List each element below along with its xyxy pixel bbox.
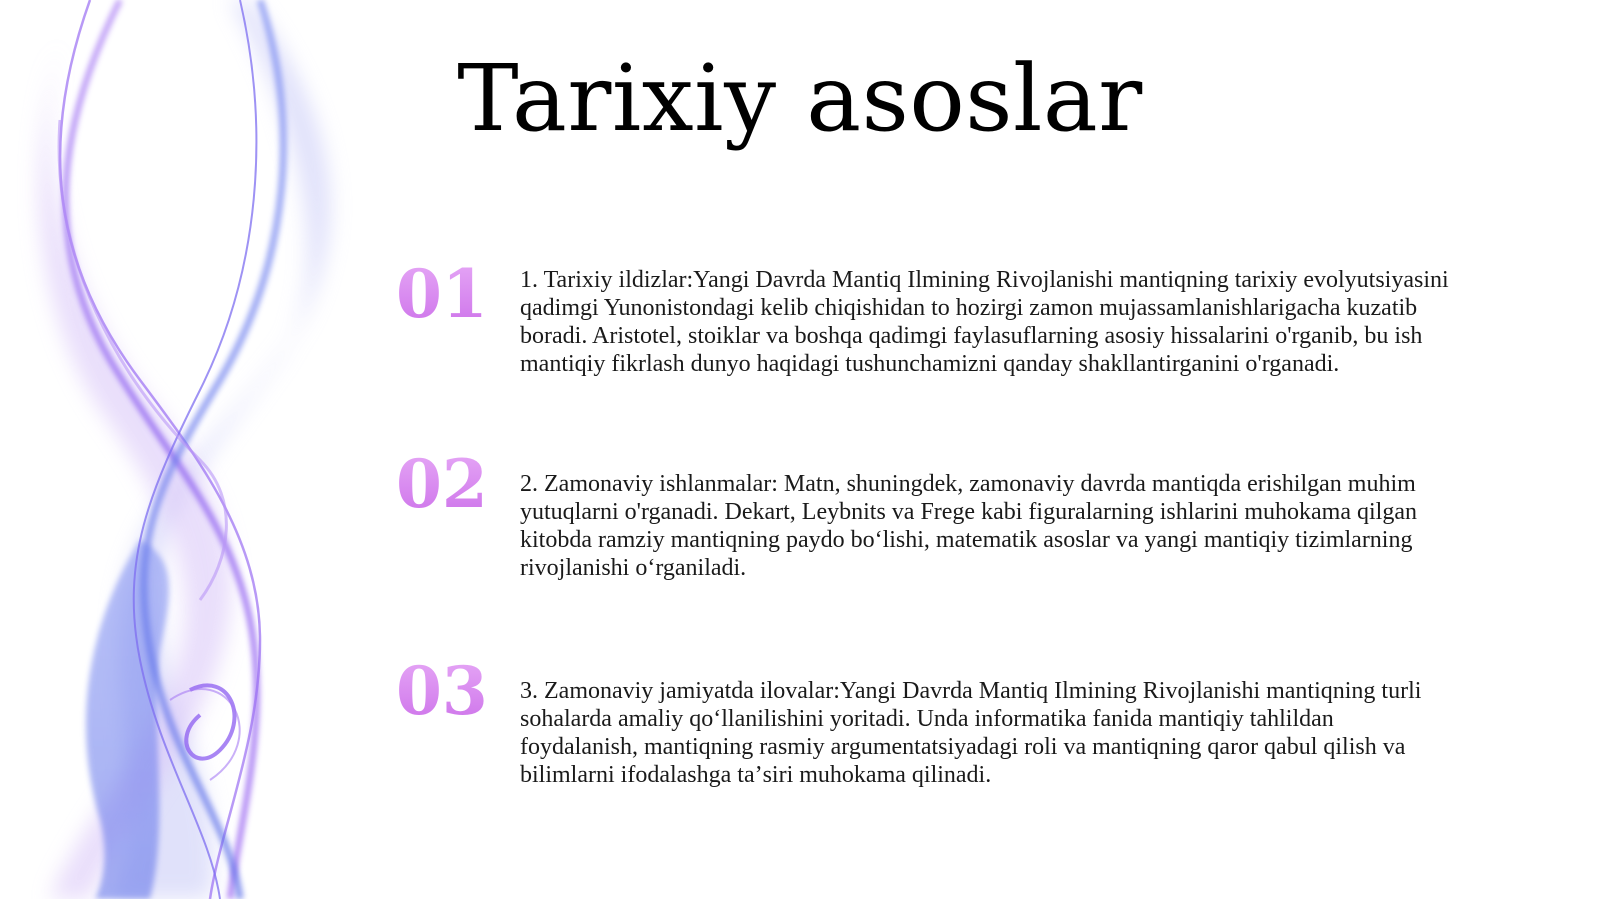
item-text: 2. Zamonaviy ishlanmalar: Matn, shuningdek, zamonaviy davrda mantiqda erishilgan muhim yutuqlarni o'rganadi. Dekart, Leybnits va Frege kabi figuralarning ishlarini muhokama qilgan kitobda ramziy mantiqning paydo boʻlishi, matematik asoslar va yangi mantiqiy tizimlarning rivojlanishi oʻrganiladi.	[520, 471, 1417, 581]
item-number: 03	[396, 655, 506, 727]
item-text: 3. Zamonaviy jamiyatda ilovalar:Yangi Davrda Mantiq Ilmining Rivojlanishi mantiqning turli sohalarda amaliy qoʻllanilishini yoritadi. Unda informatika fanida mantiqiy tahlildan foydalanish, mantiqning rasmiy argumentatsiyadagi roli va mantiqning qaror qabul qilish va bilimlarni ifodalashga taʼsiri muhokama qilinadi.	[520, 678, 1422, 788]
item-text: 1. Tarixiy ildizlar:Yangi Davrda Mantiq Ilmining Rivojlanishi mantiqning tarixiy evolyutsiyasini qadimgi Yunonistondagi kelib chiqishidan to hozirgi zamon mujassamlanishlarigacha kuzatib boradi. Aristotel, stoiklar va boshqa qadimgi faylasuflarning asosiy hissalarini o'rganib, bu ish mantiqiy fikrlash dunyo haqidagi tushunchamizni qanday shakllantirganini o'rganadi.	[520, 267, 1449, 377]
item-number: 02	[396, 448, 506, 520]
slide-title: Tarixiy asoslar	[457, 45, 1143, 152]
item-number: 01	[396, 258, 506, 330]
